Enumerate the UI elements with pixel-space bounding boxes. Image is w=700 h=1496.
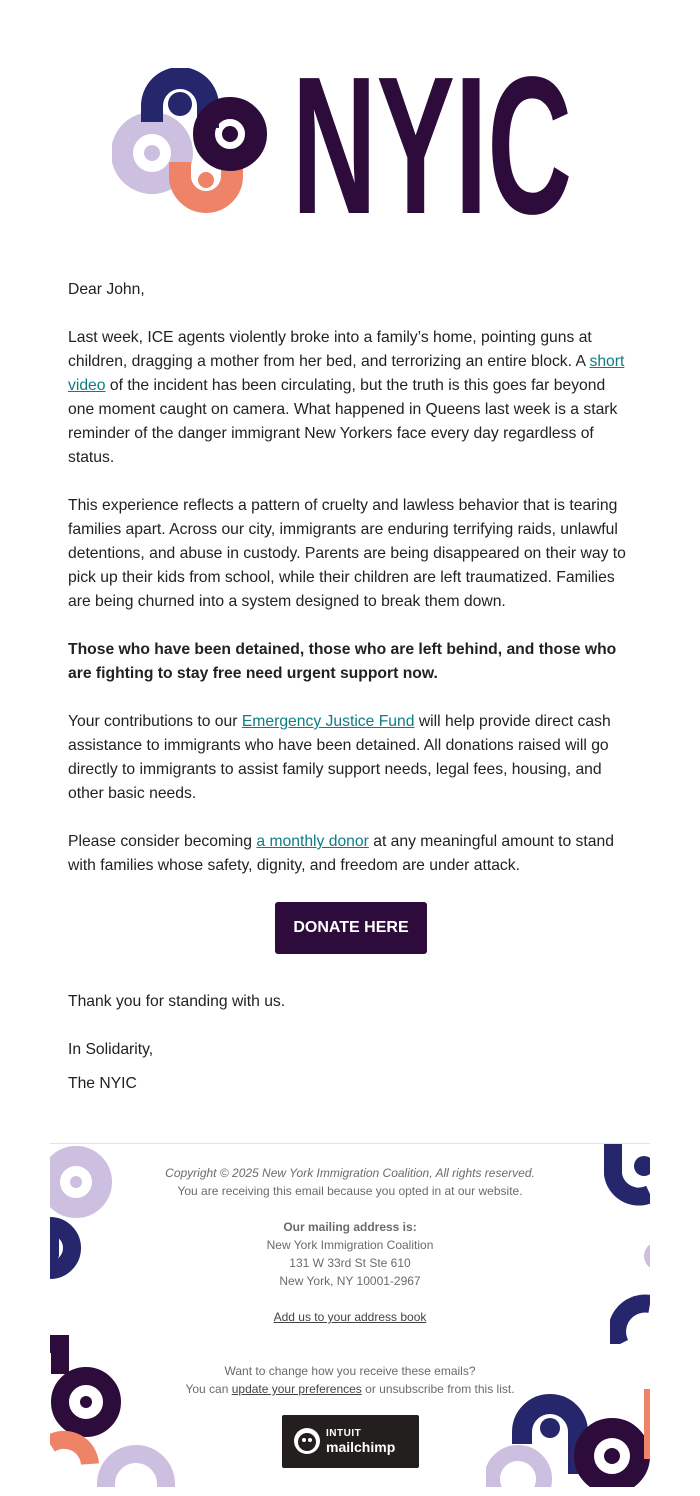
address-city: New York, NY 10001-2967: [279, 1274, 421, 1288]
emergency-justice-fund-link[interactable]: Emergency Justice Fund: [241, 713, 415, 730]
donate-button[interactable]: DONATE HERE: [275, 902, 426, 954]
mailchimp-badge[interactable]: [282, 1415, 419, 1468]
footer-decoration-right-bottom-icon: [486, 1384, 650, 1487]
email-body: [68, 278, 634, 1120]
paragraph-monthly: Please consider becoming a monthly donor at any meaningful amount to stand with families whose safety, dignity, and freedom are under attack.: [68, 833, 614, 874]
paragraph-incident: Last week, ICE agents violently broke into a family’s home, pointing guns at children, dragging a mother from her bed, and terrorizing an entire block. A short video of the incident has been circulating, but the truth is this goes far beyond one moment caught on camera. What happened in Queens last week is a stark reminder of the danger immigrant New Yorkers face every day regardless of status.: [68, 329, 625, 466]
update-preferences-link[interactable]: update your preferences: [231, 1382, 362, 1396]
change-prompt: Want to change how you receive these emails?: [224, 1364, 476, 1378]
greeting: Dear John,: [68, 281, 145, 298]
preferences-line: You can update your preferences or unsubscribe from this list.: [185, 1382, 515, 1396]
paragraph-pattern: This experience reflects a pattern of cruelty and lawless behavior that is tearing families apart. Across our city, immigrants are enduring terrifying raids, unlawful detentions, and abuse in custody. Parents are being disappeared on their way to pick up their kids from school, while their children are left traumatized. Families are being churned into a system designed to break them down.: [68, 497, 626, 610]
monthly-donor-link[interactable]: a monthly donor: [256, 833, 369, 850]
address-org: New York Immigration Coalition: [266, 1238, 434, 1252]
paragraph-fund: Your contributions to our Emergency Justice Fund will help provide direct cash assistance to immigrants who have been detained. All donations raised will go directly to immigrants to assist family support needs, legal fees, housing, and other basic needs.: [68, 713, 611, 802]
add-to-address-book-link[interactable]: Add us to your address book: [273, 1310, 427, 1324]
signature-line: The NYIC: [68, 1075, 137, 1092]
mailchimp-monkey-icon: [292, 1426, 322, 1456]
footer-text: [50, 1164, 650, 1398]
donate-container: [68, 902, 634, 954]
logo-mark-icon: [122, 78, 256, 202]
thanks-line: Thank you for standing with us.: [68, 993, 286, 1010]
opt-in-reason: You are receiving this email because you opted in at our website.: [177, 1184, 523, 1198]
badge-mailchimp-text: mailchimp: [326, 1439, 396, 1455]
nyic-logo: [112, 68, 582, 223]
address-street: 131 W 33rd St Ste 610: [289, 1256, 411, 1270]
footer: [50, 1143, 650, 1487]
badge-intuit-text: INTUIT: [326, 1428, 362, 1439]
signoff-line: In Solidarity,: [68, 1041, 154, 1058]
paragraph-urgent: Those who have been detained, those who are left behind, and those who are fighting to stay free need urgent support now.: [68, 641, 617, 682]
mailing-address-heading: Our mailing address is:: [283, 1220, 417, 1234]
short-video-link[interactable]: short video: [68, 353, 625, 394]
copyright-text: Copyright © 2025 New York Immigration Coalition, All rights reserved.: [165, 1166, 535, 1180]
logo-wordmark: NYIC: [292, 68, 572, 223]
